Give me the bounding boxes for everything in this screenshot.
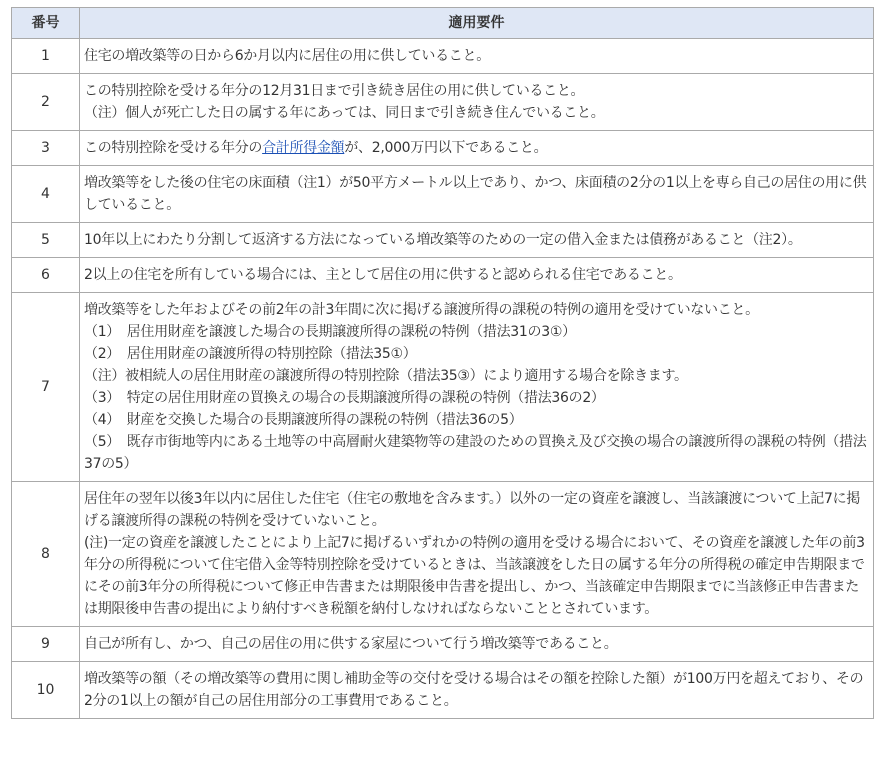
requirement-item: （2） 居住用財産の譲渡所得の特別控除（措法35①） <box>84 346 417 362</box>
row-requirement <box>80 39 874 74</box>
requirement-text-after: が、2,000万円以下であること。 <box>344 140 548 156</box>
table-row <box>12 166 874 223</box>
table-row <box>12 627 874 662</box>
table-row <box>12 293 874 482</box>
requirement-line: 自己が所有し、かつ、自己の居住の用に供する家屋について行う増改築等であること。 <box>84 636 618 652</box>
requirement-note: （注）個人が死亡した日の属する年にあっては、同日まで引き続き住んでいること。 <box>84 105 605 121</box>
requirement-text-before: この特別控除を受ける年分の <box>84 140 263 156</box>
row-number: 8 <box>12 482 80 627</box>
header-number: 番号 <box>12 8 80 39</box>
requirement-item: （5） 既存市街地等内にある土地等の中高層耐火建築物等の建設のための買換え及び交換の場合の譲渡所得の課税の特例（措法37の5） <box>84 434 867 472</box>
row-number: 7 <box>12 293 80 482</box>
header-row <box>12 8 874 39</box>
table-row <box>12 662 874 719</box>
requirements-table <box>11 7 874 719</box>
row-number: 1 <box>12 39 80 74</box>
requirement-line: 増改築等をした年およびその前2年の計3年間に次に掲げる譲渡所得の課税の特例の適用を受けていないこと。 <box>84 302 759 318</box>
requirement-line: 増改築等の額（その増改築等の費用に関し補助金等の交付を受ける場合はその額を控除した額）が100万円を超えており、その2分の1以上の額が自己の居住用部分の工事費用であること。 <box>84 671 864 709</box>
row-requirement <box>80 662 874 719</box>
requirement-line: 居住年の翌年以後3年以内に居住した住宅（住宅の敷地を含みます。）以外の一定の資産を譲渡し、当該譲渡について上記7に掲げる譲渡所得の課税の特例を受けていないこと。 <box>84 491 861 529</box>
requirement-line: 10年以上にわたり分割して返済する方法になっている増改築等のための一定の借入金または債務があること（注2）。 <box>84 232 802 248</box>
total-income-link[interactable]: 合計所得金額 <box>262 140 345 156</box>
row-requirement <box>80 166 874 223</box>
requirement-item: （4） 財産を交換した場合の長期譲渡所得の課税の特例（措法36の5） <box>84 412 523 428</box>
requirement-line: この特別控除を受ける年分の12月31日まで引き続き居住の用に供していること。 <box>84 83 585 99</box>
table-row <box>12 258 874 293</box>
table-row <box>12 39 874 74</box>
row-number: 5 <box>12 223 80 258</box>
requirement-note: （注）被相続人の居住用財産の譲渡所得の特別控除（措法35③）により適用する場合を除きます。 <box>84 368 688 384</box>
row-number: 2 <box>12 74 80 131</box>
row-number: 4 <box>12 166 80 223</box>
row-number: 3 <box>12 131 80 166</box>
header-requirements: 適用要件 <box>80 8 874 39</box>
row-requirement <box>80 258 874 293</box>
requirement-item: （1） 居住用財産を譲渡した場合の長期譲渡所得の課税の特例（措法31の3①） <box>84 324 576 340</box>
table-row <box>12 131 874 166</box>
requirement-line: 増改築等をした後の住宅の床面積（注1）が50平方メートル以上であり、かつ、床面積の2分の1以上を専ら自己の居住の用に供していること。 <box>84 175 867 213</box>
requirement-line: 2以上の住宅を所有している場合には、主として居住の用に供すると認められる住宅であること。 <box>84 267 682 283</box>
row-requirement <box>80 482 874 627</box>
table-row <box>12 74 874 131</box>
row-requirement <box>80 627 874 662</box>
row-requirement <box>80 131 874 166</box>
row-number: 9 <box>12 627 80 662</box>
row-requirement <box>80 293 874 482</box>
row-number: 6 <box>12 258 80 293</box>
row-requirement <box>80 223 874 258</box>
row-number: 10 <box>12 662 80 719</box>
requirement-line: 住宅の増改築等の日から6か月以内に居住の用に供していること。 <box>84 48 490 64</box>
row-requirement <box>80 74 874 131</box>
table-row <box>12 482 874 627</box>
requirement-item: （3） 特定の居住用財産の買換えの場合の長期譲渡所得の課税の特例（措法36の2） <box>84 390 605 406</box>
table-row <box>12 223 874 258</box>
requirement-note: (注)一定の資産を譲渡したことにより上記7に掲げるいずれかの特例の適用を受ける場合において、その資産を譲渡した年の前3年分の所得税について住宅借入金等特別控除を受けているときは、当該譲渡をした日の属する年分の所得税の確定申告期限までにその前3年分の所得税について修正申告書または期限後申告書を提出し、かつ、当該確定申告期限までに当該修正申告書または期限後申告書の提出により納付すべき税額を納付しなければならないこととされています。 <box>84 535 865 617</box>
